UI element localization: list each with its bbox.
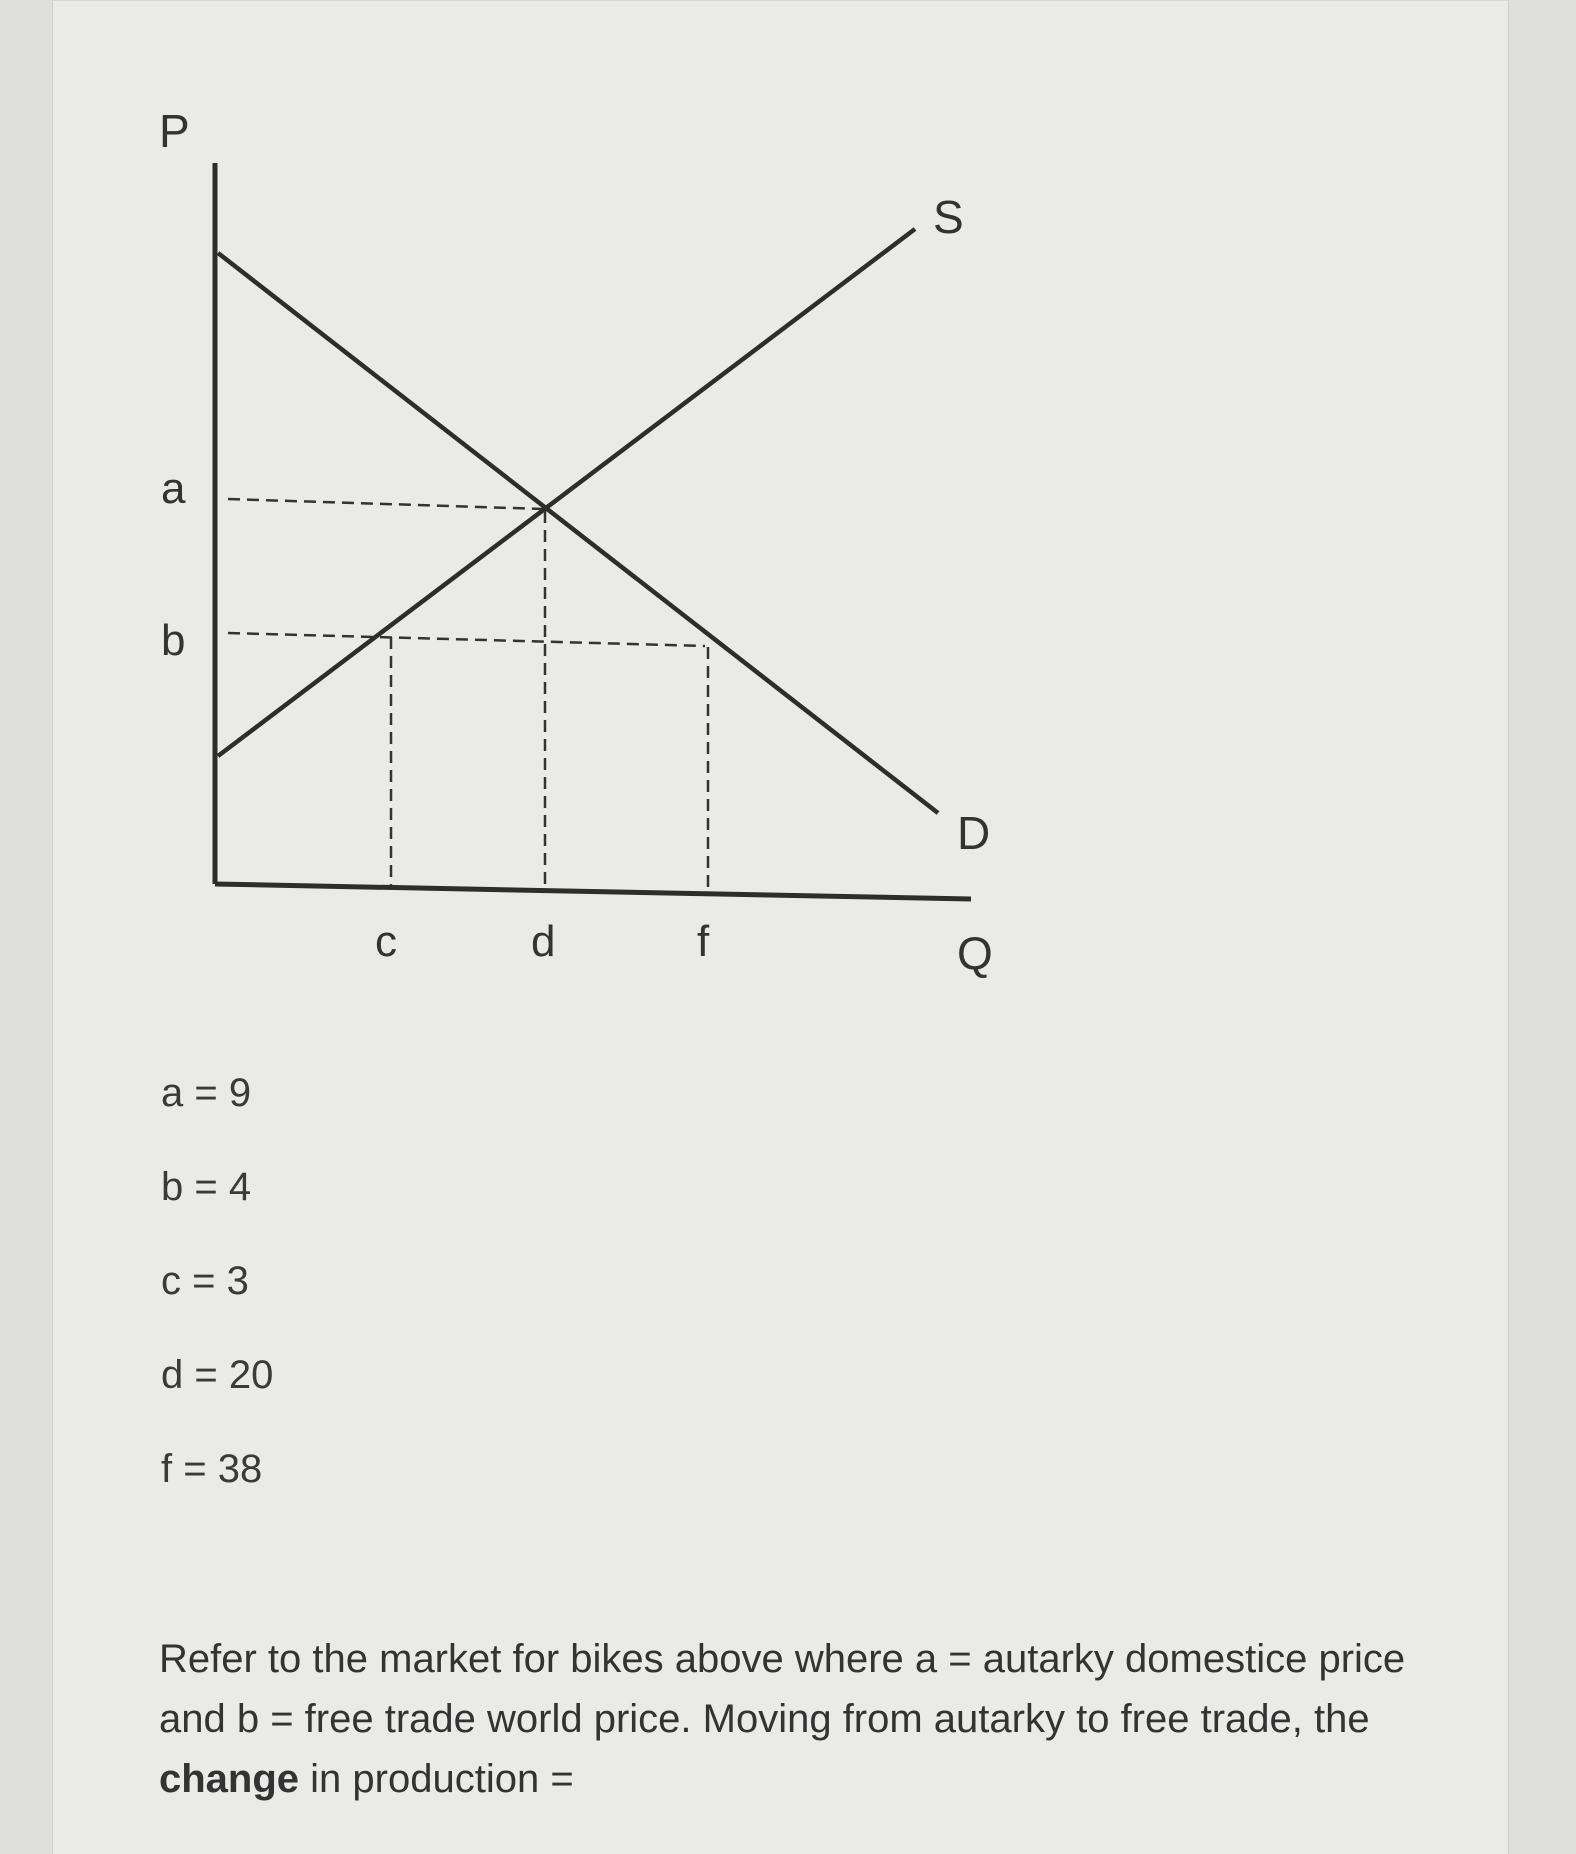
demand-curve: [218, 253, 938, 813]
quantity-tick-f: f: [697, 917, 710, 966]
x-axis: [215, 884, 971, 899]
question-text-part2: in production =: [299, 1757, 574, 1801]
price-tick-b: b: [161, 616, 186, 665]
value-a: a = 9: [161, 1071, 252, 1115]
x-axis-label: Q: [957, 927, 993, 979]
dashed-price-b: [228, 633, 705, 646]
question-text: [159, 1629, 1479, 1809]
question-panel: [52, 0, 1509, 1854]
given-values-list: [161, 1069, 273, 1539]
quantity-tick-c: c: [375, 917, 397, 966]
y-axis-label: P: [159, 105, 190, 157]
value-c: c = 3: [161, 1259, 249, 1303]
supply-curve-label: S: [933, 191, 964, 243]
demand-curve-label: D: [957, 807, 991, 859]
quantity-tick-d: d: [531, 917, 556, 966]
dashed-price-a: [228, 499, 543, 509]
value-f: f = 38: [161, 1447, 263, 1491]
value-b: b = 4: [161, 1165, 252, 1209]
value-d: d = 20: [161, 1353, 274, 1397]
question-text-bold: change: [159, 1757, 300, 1801]
question-text-part1: Refer to the market for bikes above where a = autarky domestice price and b = free trade world price. Moving from autarky to free trade, the: [159, 1637, 1406, 1741]
price-tick-a: a: [161, 464, 186, 513]
supply-demand-chart: [53, 1, 1153, 1011]
supply-curve: [218, 229, 915, 756]
